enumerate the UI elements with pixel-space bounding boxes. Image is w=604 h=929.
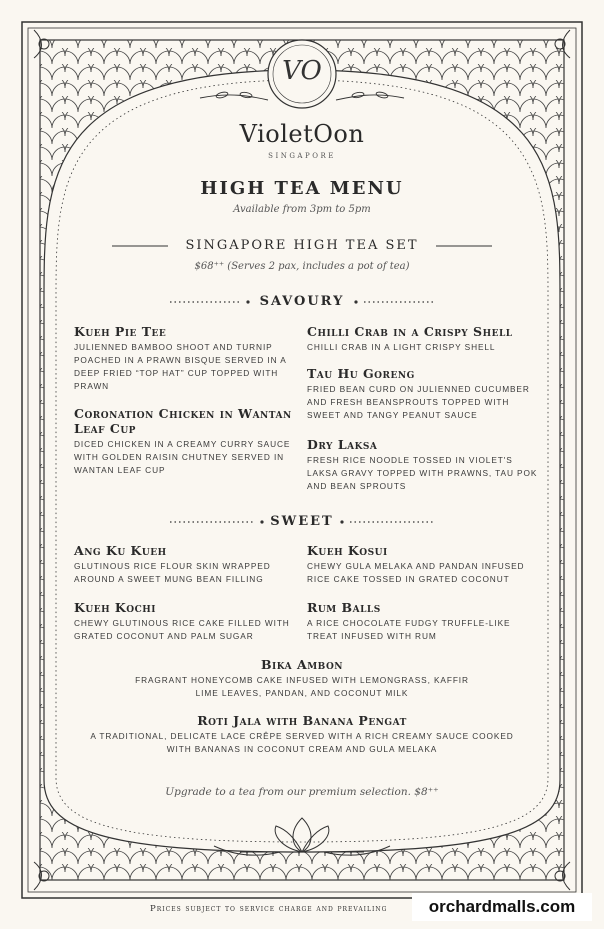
item-description: FRIED BEAN CURD ON JULIENNED CUCUMBER AND FRESH BEANSPROUTS TOPPED WITH SWEET AND TANGY PEANUT SAUCE bbox=[307, 384, 530, 420]
item-name: Bika Ambon bbox=[260, 657, 344, 672]
item-description: DICED CHICKEN IN A CREAMY CURRY SAUCE WITH GOLDEN RAISIN CHUTNEY SERVED IN WANTAN LEAF CUP bbox=[74, 439, 291, 475]
item-description: A TRADITIONAL, DELICATE LACE CRÊPE SERVED WITH A RICH CREAMY SAUCE COOKED WITH BANANAS IN COCONUT CREAM AND GULA MELAKA bbox=[90, 731, 514, 754]
item-description: FRESH RICE NOODLE TOSSED IN VIOLET'S LAKSA GRAVY TOPPED WITH PRAWNS, TAU POK AND BEAN SPROUTS bbox=[307, 455, 538, 491]
item-description: CHEWY GLUTINOUS RICE CAKE FILLED WITH GRATED COCONUT AND PALM SUGAR bbox=[74, 618, 290, 641]
item-name: Tau Hu Goreng bbox=[307, 366, 415, 381]
item-description: CHEWY GULA MELAKA AND PANDAN INFUSED RICE CAKE TOSSED IN GRATED COCONUT bbox=[307, 561, 525, 584]
menu-item bbox=[307, 543, 543, 586]
menu-item bbox=[74, 324, 309, 393]
menu-item bbox=[74, 600, 309, 643]
menu-item bbox=[74, 406, 309, 477]
savoury-heading: SAVOURY bbox=[259, 294, 345, 309]
set-title: SINGAPORE HIGH TEA SET bbox=[185, 238, 419, 253]
monogram: VO bbox=[282, 56, 322, 86]
brand-name: VioletOon bbox=[239, 120, 365, 148]
item-name: Dry Laksa bbox=[307, 437, 378, 452]
item-name: Ang Ku Kueh bbox=[74, 543, 167, 558]
menu-item bbox=[307, 324, 543, 354]
brand-location: SINGAPORE bbox=[268, 152, 336, 160]
set-price: $68⁺⁺ (Serves 2 pax, includes a pot of tea) bbox=[194, 261, 410, 272]
item-name: Roti Jala with Banana Pengat bbox=[197, 713, 407, 728]
menu-item bbox=[307, 600, 543, 643]
item-description: A RICE CHOCOLATE FUDGY TRUFFLE-LIKE TREAT INFUSED WITH RUM bbox=[307, 618, 511, 641]
item-description: GLUTINOUS RICE FLOUR SKIN WRAPPED AROUND A SWEET MUNG BEAN FILLING bbox=[74, 561, 271, 584]
item-name: Kueh Kosui bbox=[307, 543, 388, 558]
item-name: Coronation Chicken in Wantan Leaf Cup bbox=[74, 406, 292, 436]
menu-item bbox=[60, 657, 544, 700]
footer-note: Prices subject to service charge and prevailing bbox=[150, 904, 388, 914]
item-name: Chilli Crab in a Crispy Shell bbox=[307, 324, 513, 339]
menu-item bbox=[307, 366, 543, 422]
item-name: Rum Balls bbox=[307, 600, 381, 615]
item-description: CHILLI CRAB IN A LIGHT CRISPY SHELL bbox=[307, 342, 496, 352]
watermark: orchardmalls.com bbox=[412, 893, 592, 921]
menu-item bbox=[307, 437, 543, 493]
item-name: Kueh Pie Tee bbox=[74, 324, 167, 339]
item-name: Kueh Kochi bbox=[74, 600, 157, 615]
menu-item bbox=[60, 713, 544, 756]
menu-item bbox=[74, 543, 309, 586]
item-description: FRAGRANT HONEYCOMB CAKE INFUSED WITH LEMONGRASS, KAFFIR LIME LEAVES, PANDAN, AND COCONUT MILK bbox=[135, 675, 469, 698]
menu-title: HIGH TEA MENU bbox=[200, 178, 404, 199]
item-description: JULIENNED BAMBOO SHOOT AND TURNIP POACHED IN A PRAWN BISQUE SERVED IN A DEEP FRIED “TOP HAT” CUP TOPPED WITH PRAWN bbox=[74, 342, 287, 391]
sweet-heading: SWEET bbox=[270, 514, 334, 529]
upgrade-note: Upgrade to a tea from our premium selection. $8⁺⁺ bbox=[165, 786, 439, 798]
availability-text: Available from 3pm to 5pm bbox=[233, 204, 371, 215]
